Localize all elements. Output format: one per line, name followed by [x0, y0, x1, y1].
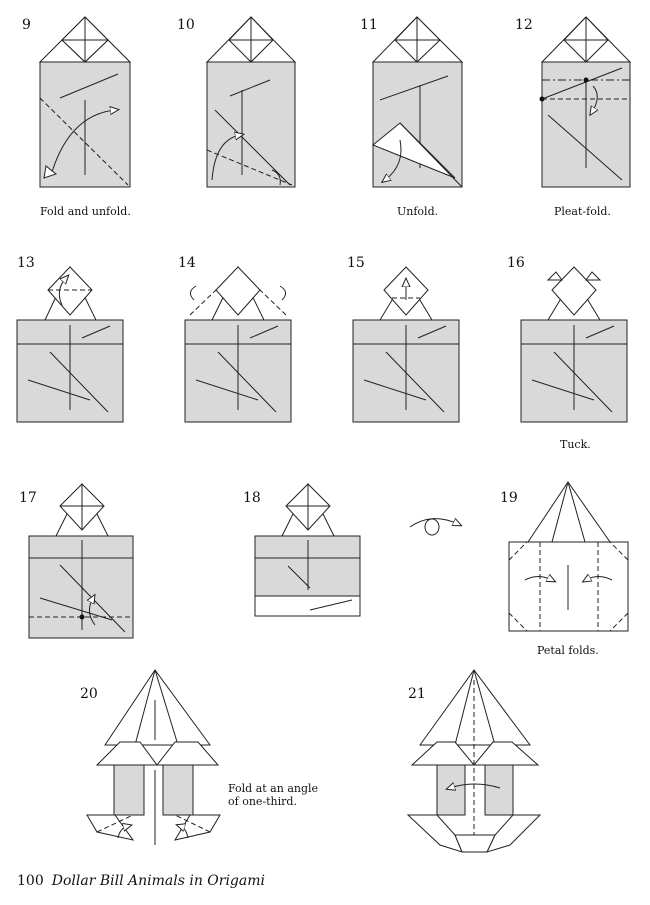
- step-15-diagram: [353, 267, 459, 422]
- step-number: 16: [507, 255, 525, 271]
- step-number: 11: [360, 17, 378, 33]
- step-20-caption-line2: of one-third.: [228, 795, 297, 808]
- step-19-diagram: [509, 482, 628, 631]
- step-19-caption: Petal folds.: [537, 644, 599, 657]
- step-17-diagram: [29, 484, 133, 638]
- step-number: 17: [19, 490, 37, 506]
- step-21-diagram: [408, 670, 540, 852]
- step-11-diagram: [373, 17, 462, 187]
- step-number: 12: [515, 17, 533, 33]
- step-number: 13: [17, 255, 35, 271]
- step-18-diagram: [255, 484, 360, 616]
- step-number: 20: [80, 686, 98, 702]
- step-number: 9: [22, 17, 31, 33]
- step-12-diagram: [540, 17, 631, 187]
- step-number: 15: [347, 255, 365, 271]
- step-number: 10: [177, 17, 195, 33]
- turn-over-icon: [410, 519, 458, 535]
- step-16-caption: Tuck.: [560, 438, 591, 451]
- step-number: 21: [408, 686, 426, 702]
- step-9-caption: Fold and unfold.: [40, 205, 131, 218]
- step-number: 19: [500, 490, 518, 506]
- step-16-diagram: [521, 267, 627, 422]
- step-number: 18: [243, 490, 261, 506]
- step-13-diagram: [17, 267, 123, 422]
- step-10-diagram: [207, 17, 295, 187]
- step-14-diagram: [185, 267, 291, 422]
- step-20-caption: [228, 782, 318, 808]
- page-number: 100: [17, 873, 44, 889]
- step-20-diagram: [87, 670, 220, 845]
- step-11-caption: Unfold.: [397, 205, 439, 218]
- step-12-caption: Pleat-fold.: [554, 205, 611, 218]
- book-title: Dollar Bill Animals in Origami: [51, 873, 265, 889]
- step-20-caption-line1: Fold at an angle: [228, 782, 319, 795]
- step-9-diagram: [40, 17, 130, 187]
- step-number: 14: [178, 255, 196, 271]
- page-footer: [17, 873, 265, 889]
